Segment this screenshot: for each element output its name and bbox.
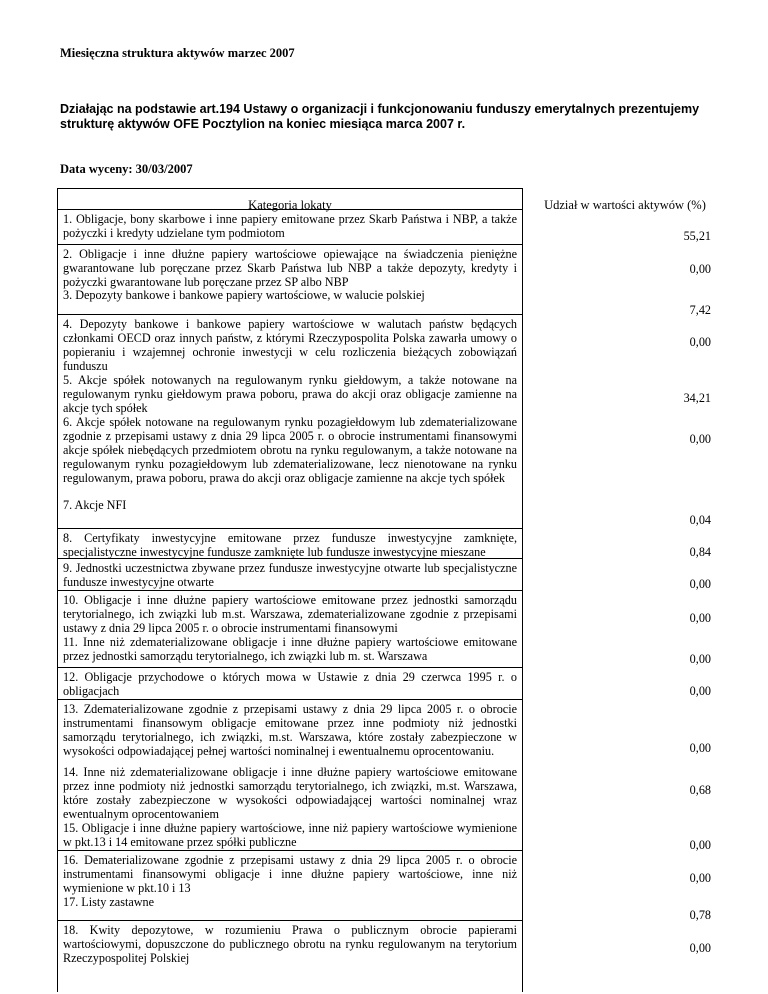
table-row-value: 0,00 — [689, 432, 711, 446]
page-title: Miesięczna struktura aktywów marzec 2007 — [60, 46, 295, 60]
table-row-category: 12. Obligacje przychodowe o których mowa w Ustawie z dnia 29 czerwca 1995 r. o obligacjach — [63, 670, 517, 698]
table-row-value: 0,00 — [689, 652, 711, 666]
table-row-category: 18. Kwity depozytowe, w rozumieniu Prawa o publicznym obrocie papierami wartościowymi, dopuszczone do publicznego obrotu na rynku regulowanym na terytorium Rzeczypospolitej Polskiej — [63, 923, 517, 965]
table-row-value: 0,68 — [689, 783, 711, 797]
table-row-value: 0,00 — [689, 611, 711, 625]
table-row-value: 0,00 — [689, 684, 711, 698]
table-row-category: 1. Obligacje, bony skarbowe i inne papiery emitowane przez Skarb Państwa i NBP, a także pożyczki i kredyty udzielane tym podmiotom — [63, 212, 517, 240]
table-row-value: 0,00 — [689, 941, 711, 955]
table-row-value: 0,00 — [689, 871, 711, 885]
table-row-value: 7,42 — [689, 303, 711, 317]
table-row-value: 0,78 — [689, 908, 711, 922]
table-row-category: 10. Obligacje i inne dłużne papiery wartościowe emitowane przez jednostki samorządu terytorialnego, ich związki lub m.st. Warszawa, zdematerializowane zgodnie z przepisami ustawy z dnia 29 lipca 2005 r. o obrocie instrumentami finansowymi — [63, 593, 517, 635]
table-row-category: 9. Jednostki uczestnictwa zbywane przez fundusze inwestycyjne otwarte lub specjalistyczne fundusze inwestycyjne otwarte — [63, 561, 517, 589]
table-row-value: 0,00 — [689, 262, 711, 276]
table-row-value: 0,04 — [689, 513, 711, 527]
table-row-value: 0,00 — [689, 838, 711, 852]
table-row-category: 16. Dematerializowane zgodnie z przepisami ustawy z dnia 29 lipca 2005 r. o obrocie instrumentami finansowymi obligacje i inne dłużne papiery wartościowe, inne niż wymienione w pkt.10 i 13 — [63, 853, 517, 895]
table-row-value: 55,21 — [683, 229, 711, 243]
table-row-category: 8. Certyfikaty inwestycyjne emitowane przez fundusze inwestycyjne zamknięte, specjalistyczne inwestycyjne fundusze zamknięte lub fundusze inwestycyjne mieszane — [63, 531, 517, 559]
table-row-category: 11. Inne niż zdematerializowane obligacje i inne dłużne papiery wartościowe emitowane przez jednostki samorządu terytorialnego, ich związki lub m. st. Warszawa — [63, 635, 517, 663]
table-row-category: 5. Akcje spółek notowanych na regulowanym rynku giełdowym, a także notowane na regulowanym rynku giełdowym prawa poboru, prawa do akcji oraz obligacje zamienne na akcje tych spółek — [63, 373, 517, 415]
table-row-category: 4. Depozyty bankowe i bankowe papiery wartościowe w walutach państw będących członkami OECD oraz innych państw, z którymi Rzeczypospolita Polska zawarła umowy o popieraniu i wzajemnej ochronie inwestycji w celu rozliczenia bieżących zobowiązań funduszu — [63, 317, 517, 373]
intro-text: Działając na podstawie art.194 Ustawy o organizacji i funkcjonowaniu funduszy emerytalnych prezentujemy strukturę aktywów OFE Pocztylion na koniec miesiąca marca 2007 r. — [60, 102, 700, 131]
table-row-value: 0,00 — [689, 335, 711, 349]
table-row-category: 6. Akcje spółek notowane na regulowanym rynku pozagiełdowym lub zdematerializowane zgodnie z przepisami ustawy z dnia 29 lipca 2005 r. o obrocie instrumentami finansowymi akcje spółek niebędących przedmiotem obrotu na rynku regulowanym, a także notowane na regulowanym rynku pozagiełdowym lub zdematerializowane, lecz nienotowane na rynku regulowanym, prawa poboru, prawa do akcji oraz obligacje zamienne na akcje tych spółek — [63, 415, 517, 485]
table-row-value: 0,84 — [689, 545, 711, 559]
header-category: Kategoria lokaty — [248, 198, 332, 212]
valuation-date: Data wyceny: 30/03/2007 — [60, 162, 193, 176]
table-row-category: 14. Inne niż zdematerializowane obligacje i inne dłużne papiery wartościowe emitowane przez inne podmioty niż jednostki samorządu terytorialnego, ich związki, m.st. Warszawa, które zostały zabezpieczone w wysokości odpowiadającej wartości nominalnej wraz ewentualnym oprocentowaniem — [63, 765, 517, 821]
table-row-category: 15. Obligacje i inne dłużne papiery wartościowe, inne niż papiery wartościowe wymienione w pkt.13 i 14 emitowane przez spółki publiczne — [63, 821, 517, 849]
table-row-category: 2. Obligacje i inne dłużne papiery wartościowe opiewające na świadczenia pieniężne gwarantowane lub poręczane przez Skarb Państwa lub NBP a także depozyty, kredyty i pożyczki gwarantowane lub poręczane przez SP albo NBP — [63, 247, 517, 289]
table-row-value: 34,21 — [683, 391, 711, 405]
table-row-value: 0,00 — [689, 741, 711, 755]
table-row-category: 13. Zdematerializowane zgodnie z przepisami ustawy z dnia 29 lipca 2005 r. o obrocie instrumentami finansowym obligacje emitowane przez inne podmioty niż jednostki samorządu terytorialnego, ich związki, m.st. Warszawa, które zostały zabezpieczone w wysokości odpowiadającej pełnej wartości nominalnej i ewentualnemu oprocentowaniu. — [63, 702, 517, 758]
table-row-value: 0,00 — [689, 577, 711, 591]
table-row-category: 7. Akcje NFI — [63, 498, 127, 512]
table-row-category: 3. Depozyty bankowe i bankowe papiery wartościowe, w walucie polskiej — [63, 288, 425, 302]
table-row-category: 17. Listy zastawne — [63, 895, 155, 909]
header-share: Udział w wartości aktywów (%) — [544, 198, 706, 212]
